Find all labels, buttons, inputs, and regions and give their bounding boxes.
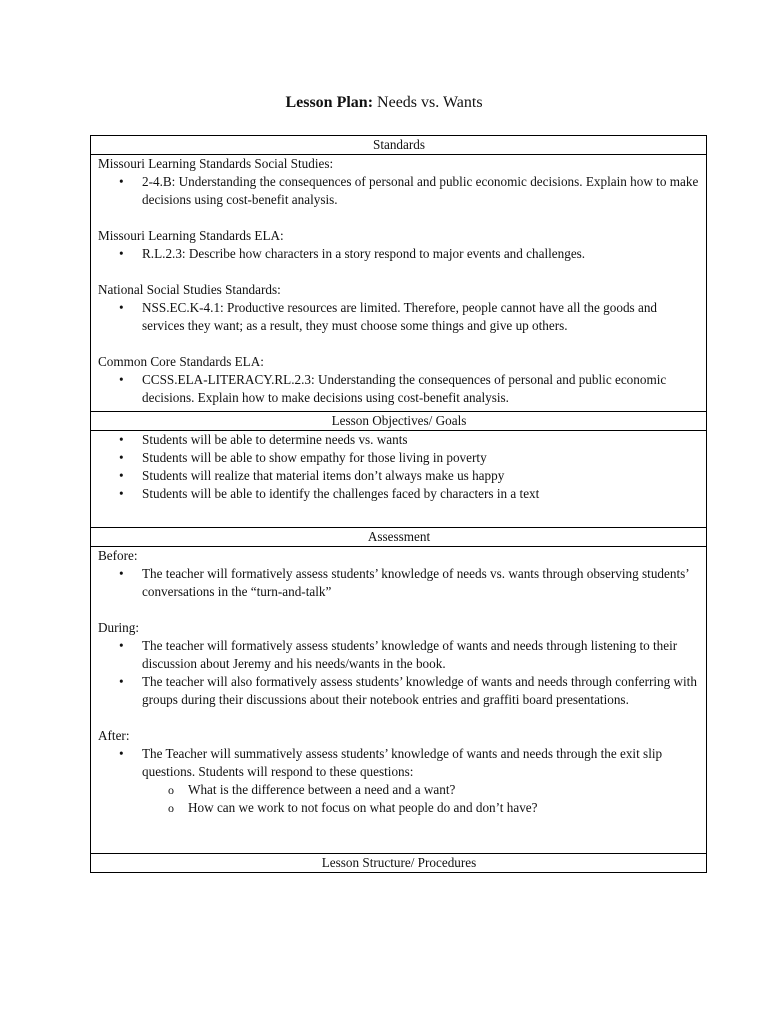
- title-bold-part: Lesson Plan:: [285, 94, 374, 111]
- standards-group-label: Missouri Learning Standards Social Studies:: [98, 156, 334, 171]
- exit-slip-question: o What is the difference between a need and a want?: [188, 781, 700, 799]
- exit-slip-questions: [142, 781, 700, 817]
- lesson-plan-table: [90, 135, 707, 873]
- document-title: [0, 94, 768, 112]
- assessment-during-list: [98, 637, 700, 709]
- assessment-item: [142, 745, 700, 817]
- title-rest-part: Needs vs. Wants: [373, 94, 483, 111]
- standards-group-list: [98, 371, 700, 407]
- standards-cell: [91, 155, 707, 412]
- objectives-list: [98, 431, 700, 503]
- assessment-item: • The teacher will formatively assess students’ knowledge of needs vs. wants through observing students’ conversations in the “turn-and-talk”: [142, 565, 700, 601]
- assessment-before-label: Before:: [98, 548, 138, 563]
- standards-header: Standards: [91, 136, 707, 155]
- objectives-header: Lesson Objectives/ Goals: [91, 412, 707, 431]
- assessment-during-label: During:: [98, 620, 140, 635]
- exit-slip-question: o How can we work to not focus on what people do and don’t have?: [188, 799, 700, 817]
- standards-group-label: National Social Studies Standards:: [98, 282, 281, 297]
- standards-group-list: [98, 173, 700, 209]
- assessment-after-label: After:: [98, 728, 130, 743]
- standards-group-label: Common Core Standards ELA:: [98, 354, 264, 369]
- assessment-item: • The teacher will formatively assess students’ knowledge of wants and needs through listening to their discussion about Jeremy and his needs/wants in the book.: [142, 637, 700, 673]
- standards-group-label: Missouri Learning Standards ELA:: [98, 228, 284, 243]
- objective-item: • Students will be able to identify the challenges faced by characters in a text: [142, 485, 700, 503]
- standards-group-list: [98, 299, 700, 335]
- standards-item: • 2-4.B: Understanding the consequences of personal and public economic decisions. Explain how to make decisions using cost-benefit analysis.: [142, 173, 700, 209]
- objective-item: • Students will be able to show empathy for those living in poverty: [142, 449, 700, 467]
- objective-item: • Students will be able to determine needs vs. wants: [142, 431, 700, 449]
- assessment-header: Assessment: [91, 528, 707, 547]
- objective-item: • Students will realize that material items don’t always make us happy: [142, 467, 700, 485]
- procedures-header: Lesson Structure/ Procedures: [91, 854, 707, 873]
- assessment-after-list: [98, 745, 700, 817]
- standards-item: • CCSS.ELA-LITERACY.RL.2.3: Understanding the consequences of personal and public economic decisions. Explain how to make decisions using cost-benefit analysis.: [142, 371, 700, 407]
- standards-group-list: [98, 245, 700, 263]
- assessment-after-text: The Teacher will summatively assess students’ knowledge of wants and needs through the exit slip questions. Students will respond to these questions:: [142, 746, 663, 779]
- assessment-before-list: [98, 565, 700, 601]
- objectives-cell: [91, 431, 707, 528]
- standards-item: • R.L.2.3: Describe how characters in a story respond to major events and challenges.: [142, 245, 700, 263]
- assessment-cell: [91, 547, 707, 854]
- assessment-item: • The teacher will also formatively assess students’ knowledge of wants and needs through conferring with groups during their discussions about their notebook entries and graffiti board presentations.: [142, 673, 700, 709]
- standards-item: • NSS.EC.K-4.1: Productive resources are limited. Therefore, people cannot have all the goods and services they want; as a result, they must choose some things and give up others.: [142, 299, 700, 335]
